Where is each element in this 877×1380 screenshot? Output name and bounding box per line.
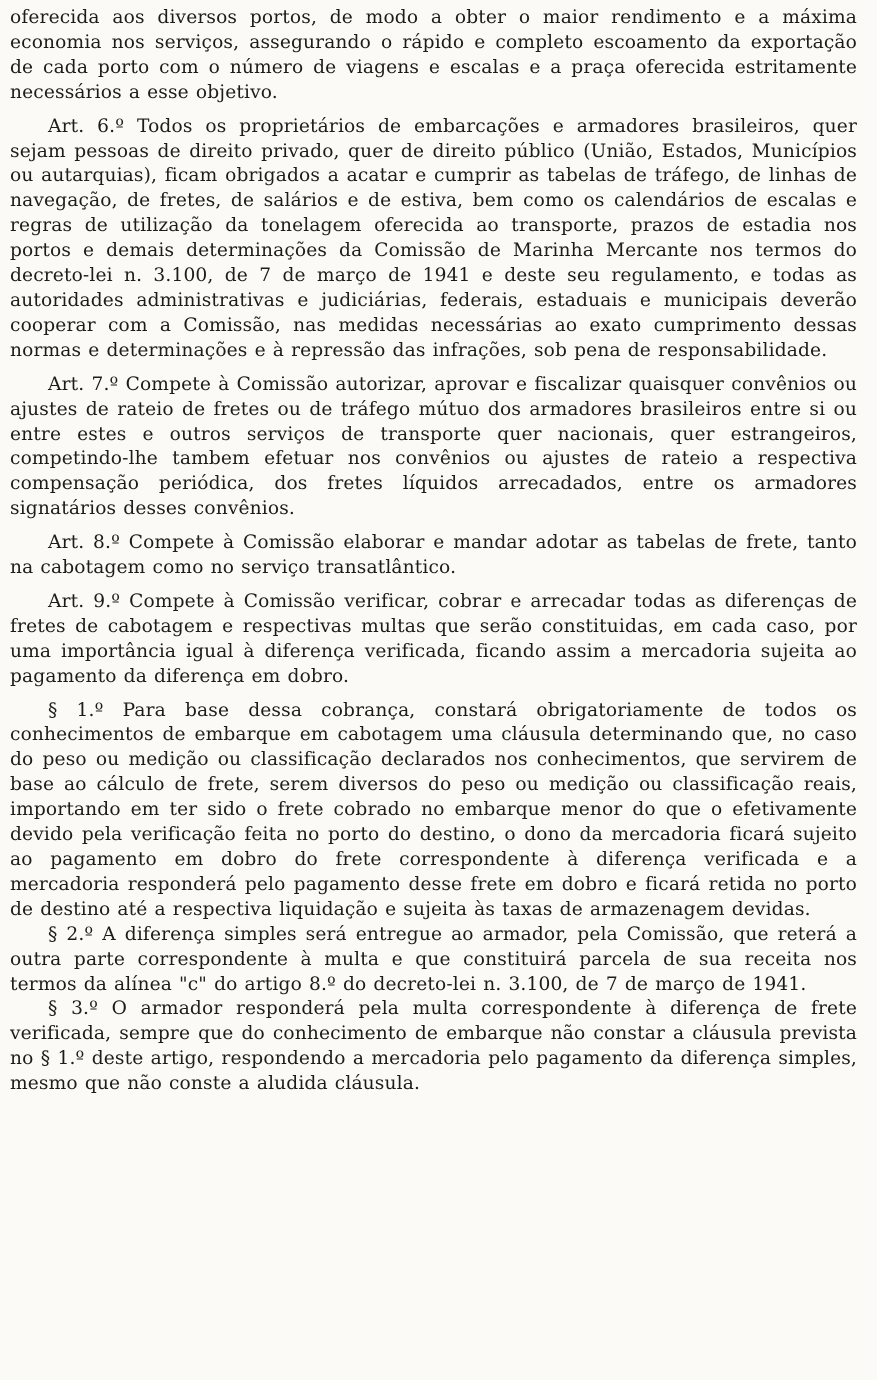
paragraph-art-7: Art. 7.º Compete à Comissão autorizar, aprovar e fiscalizar quaisquer convênios ou ajustes de rateio de fretes ou de tráfego mútuo dos armadores brasileiros entre si ou entre estes e outros serviços de transporte quer nacionais, quer estrangeiros, competindo-lhe tambem efetuar nos convênios ou ajustes de rateio a respectiva compensação periódica, dos fretes líquidos arrecadados, entre os armadores signatários desses convênios.	[10, 373, 857, 520]
paragraph-section-3: § 3.º O armador responderá pela multa correspondente à diferença de frete verificada, sempre que do conhecimento de embarque não constar a cláusula prevista no § 1.º deste artigo, respondendo a mercadoria pelo pagamento da diferença simples, mesmo que não conste a aludida cláusula.	[10, 998, 857, 1095]
paragraph-continuation: oferecida aos diversos portos, de modo a obter o maior rendimento e a máxima economia nos serviços, assegurando o rápido e completo escoamento da exportação de cada porto com o número de viagens e escalas e a praça oferecida estritamente necessários a esse objetivo.	[10, 7, 857, 103]
paragraph-art-8: Art. 8.º Compete à Comissão elaborar e mandar adotar as tabelas de frete, tanto na cabotagem como no serviço transatlântico.	[10, 532, 857, 579]
paragraph-section-1: § 1.º Para base dessa cobrança, constará obrigatoriamente de todos os conhecimentos de embarque em cabotagem uma cláusula determinando que, no caso do peso ou medição ou classificação declarados nos conhecimentos, que servirem de base ao cálculo de frete, serem diversos do peso ou medição ou classificação reais, importando em ter sido o frete cobrado no embarque menor do que o efetivamente devido pela verificação feita no porto do destino, o dono da mercadoria ficará sujeito ao pagamento em dobro do frete correspondente à diferença verificada e a mercadoria responderá pelo pagamento desse frete em dobro e ficará retida no porto de destino até a respectiva liquidação e sujeita às taxas de armazenagem devidas.	[10, 699, 857, 920]
paragraph-art-6: Art. 6.º Todos os proprietários de embarcações e armadores brasileiros, quer sejam pessoas de direito privado, quer de direito público (União, Estados, Municípios ou autarquias), ficam obrigados a acatar e cumprir as tabelas de tráfego, de linhas de navegação, de fretes, de salários e de estiva, bem como os calendários de escalas e regras de utilização da tonelagem oferecida ao transporte, prazos de estadia nos portos e demais determinações da Comissão de Marinha Mercante nos termos do decreto-lei n. 3.100, de 7 de março de 1941 e deste seu regulamento, e todas as autoridades administrativas e judiciárias, federais, estaduais e municipais deverão cooperar com a Comissão, nas medidas necessárias ao exato cumprimento dessas normas e determinações e à repressão das infrações, sob pena de responsabilidade.	[10, 115, 857, 361]
paragraph-section-2: § 2.º A diferença simples será entregue ao armador, pela Comissão, que reterá a outra parte correspondente à multa e que constituirá parcela de sua receita nos termos da alínea "c" do artigo 8.º do decreto-lei n. 3.100, de 7 de março de 1941.	[10, 923, 857, 995]
paragraph-art-9: Art. 9.º Compete à Comissão verificar, cobrar e arrecadar todas as diferenças de fretes de cabotagem e respectivas multas que serão constituidas, em cada caso, por uma importância igual à diferença verificada, ficando assim a mercadoria sujeita ao pagamento da diferença em dobro.	[10, 590, 857, 687]
